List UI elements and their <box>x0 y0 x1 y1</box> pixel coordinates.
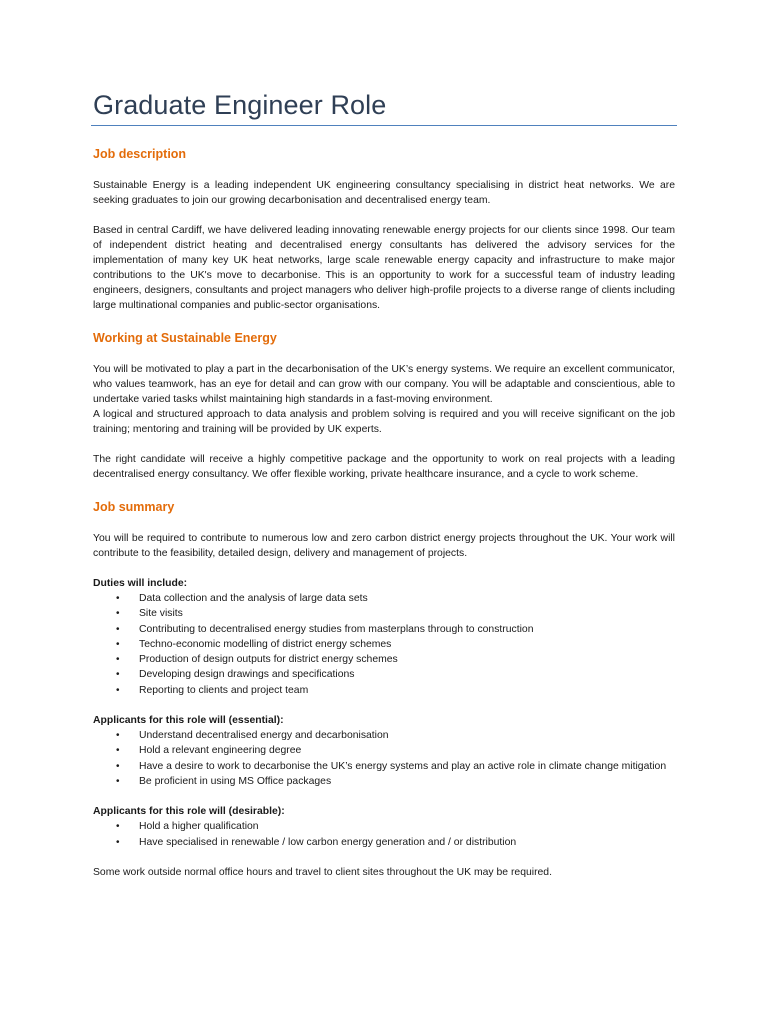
bullet-icon: • <box>116 760 120 772</box>
list-item <box>93 774 675 789</box>
desirable-list <box>93 819 675 850</box>
page-title: Graduate Engineer Role <box>93 90 387 120</box>
essential-label: Applicants for this role will (essential): <box>93 715 284 727</box>
list-item <box>93 683 675 698</box>
essential-list <box>93 728 675 789</box>
closing-note: Some work outside normal office hours and travel to client sites throughout the UK may be required. <box>93 866 552 878</box>
list-item <box>93 835 675 850</box>
list-item-text: Hold a higher qualification <box>139 821 259 833</box>
paragraph: Sustainable Energy is a leading independent UK engineering consultancy specialising in district heat networks. We are seeking graduates to join our growing decarbonisation and decentralised energy team. <box>93 180 675 206</box>
list-item <box>93 591 675 606</box>
list-item-text: Site visits <box>139 608 183 620</box>
document-page <box>93 88 675 895</box>
list-item <box>93 622 675 637</box>
bullet-icon: • <box>116 836 120 848</box>
list-item <box>93 606 675 621</box>
list-item-text: Production of design outputs for district energy schemes <box>139 654 398 666</box>
section-heading-job-description: Job description <box>93 147 187 161</box>
list-item <box>93 667 675 682</box>
bullet-icon: • <box>116 608 120 620</box>
bullet-icon: • <box>116 730 120 742</box>
paragraph: You will be required to contribute to numerous low and zero carbon district energy projects throughout the UK. Your work will contribute to the feasibility, detailed design, delivery and management of projects. <box>93 533 675 559</box>
bullet-icon: • <box>116 623 120 635</box>
bullet-icon: • <box>116 654 120 666</box>
bullet-icon: • <box>116 745 120 757</box>
bullet-icon: • <box>116 684 120 696</box>
list-item <box>93 759 675 774</box>
list-item-text: Reporting to clients and project team <box>139 684 309 696</box>
section-heading-working: Working at Sustainable Energy <box>93 331 277 345</box>
list-item-text: Understand decentralised energy and decarbonisation <box>139 730 389 742</box>
list-item-text: Be proficient in using MS Office packages <box>139 775 332 787</box>
paragraph: Based in central Cardiff, we have delivered leading innovating renewable energy projects for our clients since 1998. Our team of independent district heating and decentralised energy consultants has delivered the advisory services for the implementation of many key UK heat networks, large scale renewable energy capacity and infrastructure to make major contributions to the UK's move to decarbonise. This is an opportunity to work for a successful team of industry leading engineers, designers, consultants and project managers who deliver high-profile projects to a diverse range of clients including large multinational companies and public-sector organisations. <box>93 225 675 311</box>
list-item-text: Hold a relevant engineering degree <box>139 745 302 757</box>
bullet-icon: • <box>116 775 120 787</box>
desirable-label: Applicants for this role will (desirable): <box>93 806 285 818</box>
paragraph: A logical and structured approach to data analysis and problem solving is required and you will receive significant on the job training; mentoring and training will be provided by UK experts. <box>93 409 675 435</box>
list-item-text: Developing design drawings and specifications <box>139 669 355 681</box>
list-item-text: Contributing to decentralised energy studies from masterplans through to construction <box>139 623 534 635</box>
bullet-icon: • <box>116 638 120 650</box>
list-item <box>93 637 675 652</box>
paragraph: The right candidate will receive a highly competitive package and the opportunity to work on real projects with a leading decentralised energy consultancy. We offer flexible working, private healthcare insurance, and a cycle to work scheme. <box>93 454 675 480</box>
section-heading-job-summary: Job summary <box>93 500 175 514</box>
duties-list <box>93 591 675 698</box>
list-item-text: Data collection and the analysis of large data sets <box>139 593 368 604</box>
duties-label: Duties will include: <box>93 578 188 589</box>
paragraph: You will be motivated to play a part in the decarbonisation of the UK’s energy systems. We require an excellent communicator, who values teamwork, has an eye for detail and can grow with our company. You will be adaptable and conscientious, able to undertake varied tasks whilst maintaining high standards in a fast-moving environment. <box>93 364 675 405</box>
list-item-text: Have specialised in renewable / low carbon energy generation and / or distribution <box>139 836 517 848</box>
list-item-text: Techno-economic modelling of district energy schemes <box>139 638 392 650</box>
list-item <box>93 743 675 758</box>
list-item-text: Have a desire to work to decarbonise the UK’s energy systems and play an active role in climate change mitigation <box>139 760 667 772</box>
list-item <box>93 652 675 667</box>
bullet-icon: • <box>116 821 120 833</box>
bullet-icon: • <box>116 669 120 681</box>
list-item <box>93 728 675 743</box>
list-item <box>93 819 675 834</box>
title-divider <box>91 125 677 126</box>
bullet-icon: • <box>116 593 120 604</box>
